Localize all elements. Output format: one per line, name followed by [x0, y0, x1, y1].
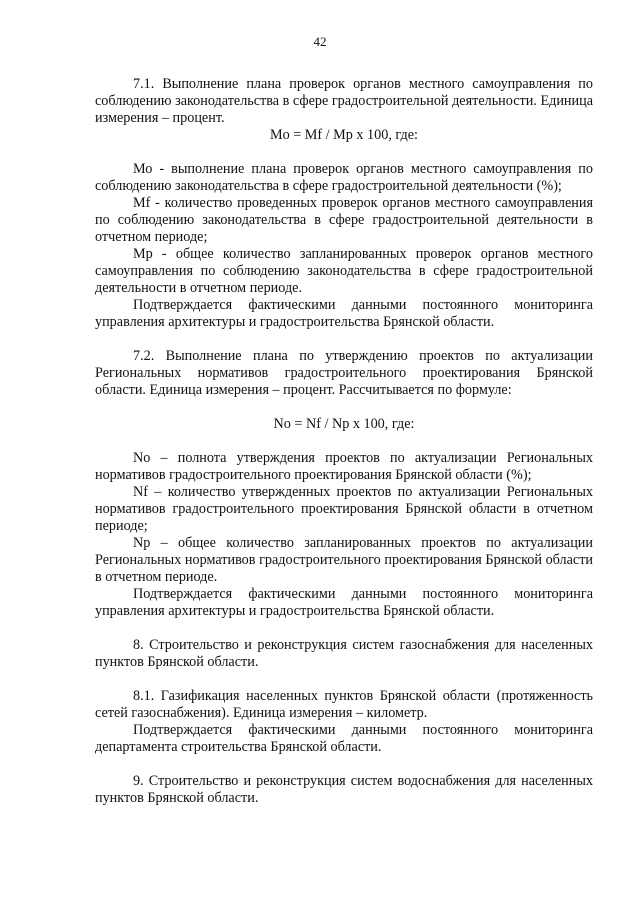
section-9-heading: 9. Строительство и реконструкция систем водоснабжения для населенных пунктов Брянской области.: [95, 773, 593, 806]
definition-nf: Nf – количество утвержденных проектов по актуализации Региональных нормативов градостроительного проектирования Брянской области в отчетном периоде;: [95, 484, 593, 534]
section-8-heading: 8. Строительство и реконструкция систем газоснабжения для населенных пунктов Брянской области.: [95, 637, 593, 670]
definition-np: Np – общее количество запланированных проектов по актуализации Региональных нормативов градостроительного проектирования Брянской области в отчетном периоде.: [95, 535, 593, 585]
formula-no: No = Nf / Np x 100, где:: [273, 416, 415, 432]
definition-mo: Мо - выполнение плана проверок органов местного самоуправления по соблюдению законодательства в сфере градостроительной деятельности (%);: [95, 161, 593, 194]
definition-mp: Mp - общее количество запланированных проверок органов местного самоуправления по соблюдению законодательства в сфере градостроительной деятельности в отчетном периоде.: [95, 246, 593, 296]
page-number: 42: [313, 34, 327, 49]
section-8-1-heading: 8.1. Газификация населенных пунктов Брянской области (протяженность сетей газоснабжения). Единица измерения – километр.: [95, 688, 593, 721]
definition-mf: Mf - количество проведенных проверок органов местного самоуправления по соблюдению законодательства в сфере градостроительной деятельности в отчетном периоде;: [95, 195, 593, 245]
section-7-1-confirmation: Подтверждается фактическими данными постоянного мониторинга управления архитектуры и градостроительства Брянской области.: [95, 297, 593, 330]
section-7-2-heading: 7.2. Выполнение плана по утверждению проектов по актуализации Региональных нормативов градостроительного проектирования Брянской области. Единица измерения – процент. Рассчитывается по формуле:: [95, 348, 593, 398]
section-8-1-confirmation: Подтверждается фактическими данными постоянного мониторинга департамента строительства Брянской области.: [95, 722, 593, 755]
document-body: [95, 76, 593, 807]
section-7-1-heading: 7.1. Выполнение плана проверок органов местного самоуправления по соблюдению законодательства в сфере градостроительной деятельности. Единица измерения – процент.: [95, 76, 593, 126]
formula-mo: Mo = Mf / Mp x 100, где:: [269, 127, 419, 143]
definition-no: No – полнота утверждения проектов по актуализации Региональных нормативов градостроительного проектирования Брянской области (%);: [95, 450, 593, 483]
section-7-2-confirmation: Подтверждается фактическими данными постоянного мониторинга управления архитектуры и градостроительства Брянской области.: [95, 586, 593, 619]
